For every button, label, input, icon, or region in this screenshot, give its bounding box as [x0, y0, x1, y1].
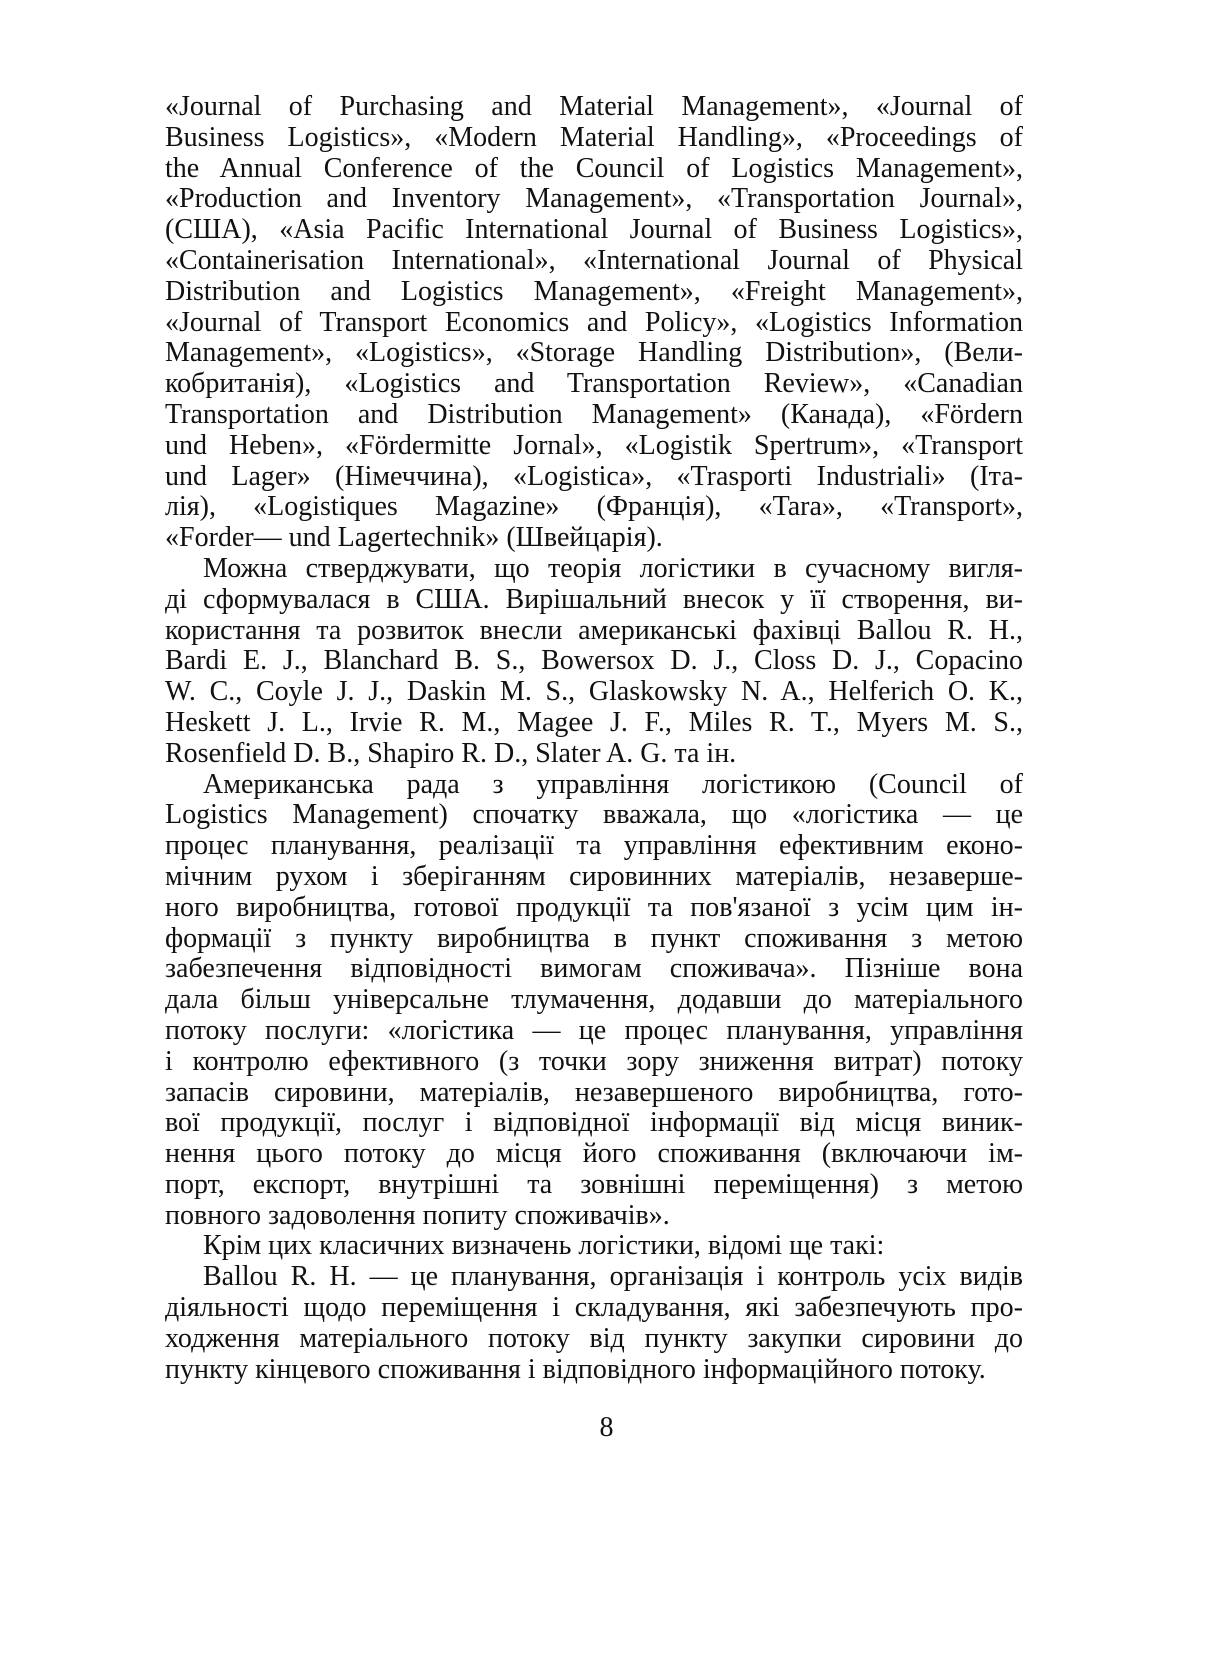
text-line: Distribution and Logistics Management», «Freight Management», — [165, 275, 1023, 307]
text-line: Rosenfield D. B., Shapiro R. D., Slater A. G. та ін. — [165, 737, 737, 769]
text-line: формації з пункту виробництва в пункт споживання з метою — [165, 922, 1023, 954]
text-line: повного задоволення попиту споживачів». — [165, 1199, 670, 1231]
paragraph — [165, 770, 1023, 1232]
text-line: Transportation and Distribution Management» (Канада), «Fördern — [165, 398, 1023, 430]
paragraph — [165, 92, 1023, 554]
text-line: Крім цих класичних визначень логістики, відомі ще такі: — [203, 1230, 885, 1262]
paragraph — [165, 1262, 1023, 1385]
text-line: дала більш універсальне тлумачення, додавши до матеріального — [165, 984, 1023, 1016]
text-line: і контролю ефективного (з точки зору зниження витрат) потоку — [165, 1045, 1023, 1077]
text-line: запасів сировини, матеріалів, незавершеного виробництва, гото- — [165, 1076, 1023, 1108]
text-line: (США), «Asia Pacific International Journal of Business Logistics», — [165, 214, 1023, 246]
text-line: Bardi E. J., Blanchard B. S., Bowersox D. J., Closs D. J., Copacino — [165, 645, 1023, 677]
text-line: «Journal of Transport Economics and Policy», «Logistics Information — [165, 306, 1023, 338]
text-line: und Lager» (Німеччина), «Logistica», «Trasporti Industriali» (Іта- — [165, 460, 1023, 492]
text-line: ного виробництва, готової продукції та пов'язаної з усім цим ін- — [165, 891, 1023, 923]
text-line: the Annual Conference of the Council of Logistics Management», — [165, 152, 1023, 184]
text-line: Heskett J. L., Irvie R. M., Magee J. F., Miles R. T., Myers M. S., — [165, 706, 1023, 738]
text-line: лія), «Logistiques Magazine» (Франція), «Tara», «Transport», — [165, 491, 1023, 523]
text-line: «Production and Inventory Management», «Transportation Journal», — [165, 183, 1023, 215]
text-line: «Forder— und Lagertechnik» (Швейцарія). — [165, 522, 663, 554]
text-line: W. C., Coyle J. J., Daskin M. S., Glaskowsky N. A., Helferich O. K., — [165, 676, 1023, 708]
text-line: кобританія), «Logistics and Transportation Review», «Canadian — [165, 368, 1023, 400]
body-text — [165, 92, 1023, 1385]
text-line: забезпечення відповідності вимогам споживача». Пізніше вона — [165, 953, 1023, 985]
text-line: вої продукції, послуг і відповідної інформації від місця виник- — [165, 1107, 1023, 1139]
text-line: Business Logistics», «Modern Material Handling», «Proceedings of — [165, 121, 1023, 153]
text-line: користання та розвиток внесли американські фахівці Ballou R. H., — [165, 614, 1023, 646]
text-line: пункту кінцевого споживання і відповідного інформаційного потоку. — [165, 1353, 986, 1385]
text-line: порт, експорт, внутрішні та зовнішні переміщення) з метою — [165, 1168, 1023, 1200]
text-line: und Heben», «Fördermitte Jornal», «Logistik Spertrum», «Transport — [165, 429, 1023, 461]
text-line: Logistics Management) спочатку вважала, що «логістика — це — [165, 799, 1023, 831]
text-line: Американська рада з управління логістикою (Council of — [203, 768, 1023, 800]
text-line: потоку послуги: «логістика — це процес планування, управління — [165, 1014, 1023, 1046]
text-line: ді сформувалася в США. Вирішальний внесок у її створення, ви- — [165, 583, 1023, 615]
text-line: мічним рухом і зберіганням сировинних матеріалів, незаверше- — [165, 860, 1023, 892]
text-line: процес планування, реалізації та управління ефективним еконо- — [165, 830, 1023, 862]
page-number: 8 — [599, 1412, 614, 1443]
text-line: Management», «Logistics», «Storage Handling Distribution», (Вели- — [165, 337, 1023, 369]
paragraph — [165, 1231, 1023, 1262]
text-line: нення цього потоку до місця його споживання (включаючи ім- — [165, 1138, 1023, 1170]
text-line: «Containerisation International», «International Journal of Physical — [165, 244, 1023, 276]
text-line: «Journal of Purchasing and Material Management», «Journal of — [165, 91, 1023, 122]
text-line: діяльності щодо переміщення і складування, які забезпечують про- — [165, 1292, 1023, 1324]
paragraph — [165, 554, 1023, 770]
text-line: ходження матеріального потоку від пункту закупки сировини до — [165, 1322, 1023, 1354]
text-line: Ballou R. H. — це планування, організація і контроль усіх видів — [203, 1261, 1023, 1293]
text-line: Можна стверджувати, що теорія логістики в сучасному вигля- — [203, 552, 1023, 584]
